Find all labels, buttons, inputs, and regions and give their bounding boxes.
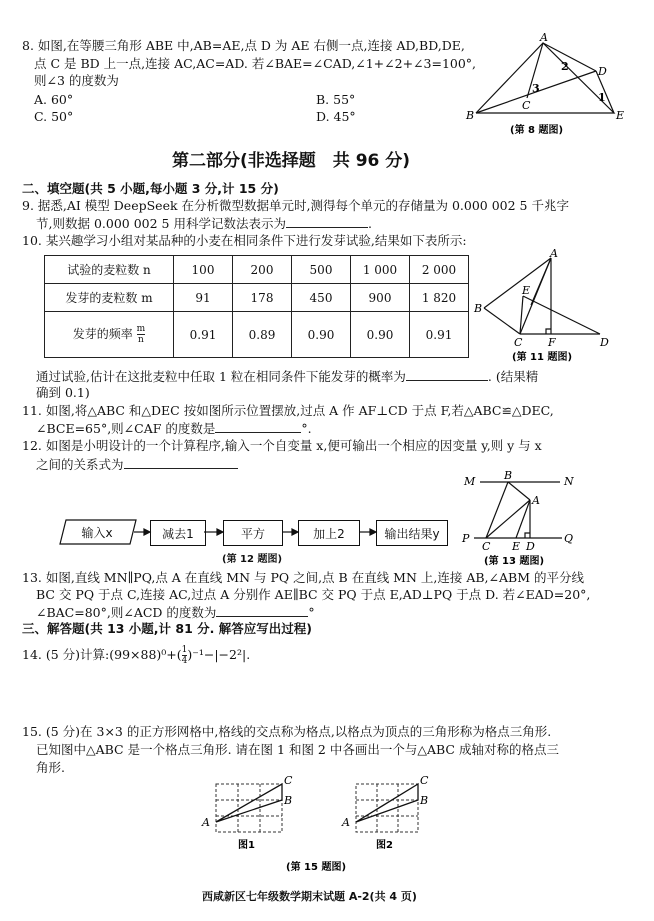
q10-answer-blank[interactable] (406, 368, 488, 381)
table-cell: 100 (174, 256, 233, 284)
q12-line2: 之间的关系式为 (36, 457, 124, 472)
table-row (45, 284, 469, 312)
svg-text:C: C (522, 99, 531, 112)
table-cell: 0.90 (292, 312, 351, 358)
q10-table (44, 255, 469, 358)
row-label: 试验的麦粒数 n (45, 256, 174, 284)
q10-line2b: . (结果精 (487, 369, 539, 384)
q13-line3: ∠BAC=80°,则∠ACD 的度数为 (36, 605, 217, 620)
svg-text:E: E (616, 109, 625, 122)
part2-title: 第二部分(非选择题 共 96 分) (172, 151, 411, 171)
table-cell: 450 (292, 284, 351, 312)
svg-text:A: A (202, 816, 210, 829)
svg-text:A: A (342, 816, 350, 829)
flow-step-minus-one: 减去1 (150, 520, 206, 546)
q8-option-a: A. 60° (34, 92, 74, 107)
answer-section-heading: 三、解答题(共 13 小题,计 81 分. 解答应写出过程) (22, 621, 312, 636)
svg-text:B: B (474, 302, 483, 315)
table-cell: 2 000 (410, 256, 469, 284)
q11-line1: 11. 如图,将△ABC 和△DEC 按如图所示位置摆放,过点 A 作 AF⊥CD 于点 F,若△ABC≌△DEC, (22, 403, 554, 418)
q9-line2: 节,则数据 0.000 002 5 用科学记数法表示为 (36, 216, 286, 231)
svg-text:D: D (526, 540, 535, 553)
table-cell: 1 820 (410, 284, 469, 312)
svg-text:C: C (514, 336, 523, 349)
row-label: 发芽的频率 (72, 327, 133, 341)
table-cell: 91 (174, 284, 233, 312)
frequency-fraction: $\frac{m}{n}$ (136, 324, 146, 345)
q15-line1: 15. (5 分)在 3×3 的正方形网格中,格线的交点称为格点,以格点为顶点的三角形称为格点三角形. (22, 724, 552, 739)
table-row (45, 312, 469, 358)
svg-text:1: 1 (598, 91, 606, 104)
svg-text:B: B (504, 469, 513, 482)
q15-fig2-label: 图2 (376, 840, 393, 851)
svg-text:B: B (284, 794, 293, 807)
q11-answer-blank[interactable] (215, 420, 301, 433)
table-cell: 1 000 (351, 256, 410, 284)
q13-line2: BC 交 PQ 于点 C,连接 AC,过点 A 分别作 AE∥BC 交 PQ 于点 E,AD⊥PQ 于点 D. 若∠EAD=20°, (36, 587, 591, 602)
svg-text:3: 3 (532, 82, 540, 95)
svg-text:E: E (512, 540, 521, 553)
q13-caption: (第 13 题图) (484, 556, 545, 567)
q8-figure (466, 31, 625, 145)
q15-fig1-label: 图1 (238, 840, 255, 851)
table-cell: 0.91 (410, 312, 469, 358)
q15-figures (200, 776, 440, 876)
q12-answer-blank[interactable] (124, 456, 238, 469)
q10-line2a: 通过试验,估计在这批麦粒中任取 1 粒在相同条件下能发芽的概率为 (36, 369, 406, 384)
q8-line3: 则∠3 的度数为 (34, 73, 119, 88)
q15-line2: 已知图中△ABC 是一个格点三角形. 请在图 1 和图 2 中各画出一个与△ABC 成轴对称的格点三 (36, 742, 559, 757)
q14-fraction: $\frac{1}{4}$ (181, 645, 188, 666)
table-cell: 0.91 (174, 312, 233, 358)
table-cell: 178 (233, 284, 292, 312)
q8-option-d: D. 45° (316, 109, 356, 124)
q11-figure (474, 247, 628, 365)
table-cell: 0.89 (233, 312, 292, 358)
q8-option-b: B. 55° (316, 92, 356, 107)
svg-text:Q: Q (564, 532, 574, 545)
flow-input: 输入x (81, 525, 113, 540)
svg-text:C: C (482, 540, 491, 553)
q15-caption: (第 15 题图) (286, 862, 347, 873)
q8-caption: (第 8 题图) (510, 125, 564, 136)
svg-text:A: A (540, 31, 548, 44)
q12-line1: 12. 如图是小明设计的一个计算程序,输入一个自变量 x,便可输出一个相应的因变量 y,则 y 与 x (22, 438, 542, 453)
svg-text:C: C (420, 774, 429, 787)
flow-step-square: 平方 (223, 520, 283, 546)
table-cell: 0.90 (351, 312, 410, 358)
row-label: 发芽的麦粒数 m (45, 284, 174, 312)
q13-answer-blank[interactable] (216, 604, 308, 617)
table-cell: 900 (351, 284, 410, 312)
q11-caption: (第 11 题图) (512, 352, 573, 363)
svg-text:B: B (420, 794, 429, 807)
table-row (45, 256, 469, 284)
svg-text:P: P (462, 532, 470, 545)
q8-option-c: C. 50° (34, 109, 74, 124)
svg-text:B: B (466, 109, 475, 122)
svg-text:C: C (284, 774, 293, 787)
svg-text:A: A (550, 247, 558, 260)
q13-line1: 13. 如图,直线 MN∥PQ,点 A 在直线 MN 与 PQ 之间,点 B 在直线 MN 上,连接 AB,∠ABM 的平分线 (22, 570, 584, 585)
svg-text:D: D (600, 336, 609, 349)
flow-step-plus-two: 加上2 (298, 520, 360, 546)
q13-figure (462, 470, 632, 572)
svg-text:N: N (564, 475, 574, 488)
q14-prefix: 14. (5 分)计算:(99×88)⁰+( (22, 647, 182, 662)
q8-line1: 8. 如图,在等腰三角形 ABE 中,AB=AE,点 D 为 AE 右侧一点,连接 AD,BD,DE, (22, 38, 465, 53)
svg-text:D: D (598, 65, 607, 78)
svg-text:A: A (532, 494, 540, 507)
q9-line1: 9. 据悉,AI 模型 DeepSeek 在分析微型数据单元时,测得每个单元的存储量为 0.000 002 5 千兆字 (22, 198, 569, 213)
svg-text:F: F (548, 336, 556, 349)
q9-answer-blank[interactable] (286, 215, 368, 228)
q10-line1: 10. 某兴趣学习小组对某品种的小麦在相同条件下进行发芽试验,结果如下表所示: (22, 233, 467, 248)
svg-text:2: 2 (561, 60, 569, 73)
page-footer: 西咸新区七年级数学期末试题 A-2(共 4 页) (202, 890, 417, 903)
q11-line2: ∠BCE=65°,则∠CAF 的度数是 (36, 421, 216, 436)
q10-line3: 确到 0.1) (36, 385, 90, 400)
q8-line2: 点 C 是 BD 上一点,连接 AC,AC=AD. 若∠BAE=∠CAD,∠1+∠2+∠3=100°, (34, 56, 477, 71)
flow-output: 输出结果y (376, 520, 448, 546)
table-cell: 500 (292, 256, 351, 284)
svg-text:M: M (464, 475, 476, 488)
svg-text:E: E (522, 284, 531, 297)
q15-line3: 角形. (36, 760, 65, 775)
fill-section-heading: 二、填空题(共 5 小题,每小题 3 分,计 15 分) (22, 181, 279, 196)
q14-suffix: )⁻¹−|−2²|. (187, 647, 251, 662)
q12-caption: (第 12 题图) (222, 554, 283, 565)
table-cell: 200 (233, 256, 292, 284)
